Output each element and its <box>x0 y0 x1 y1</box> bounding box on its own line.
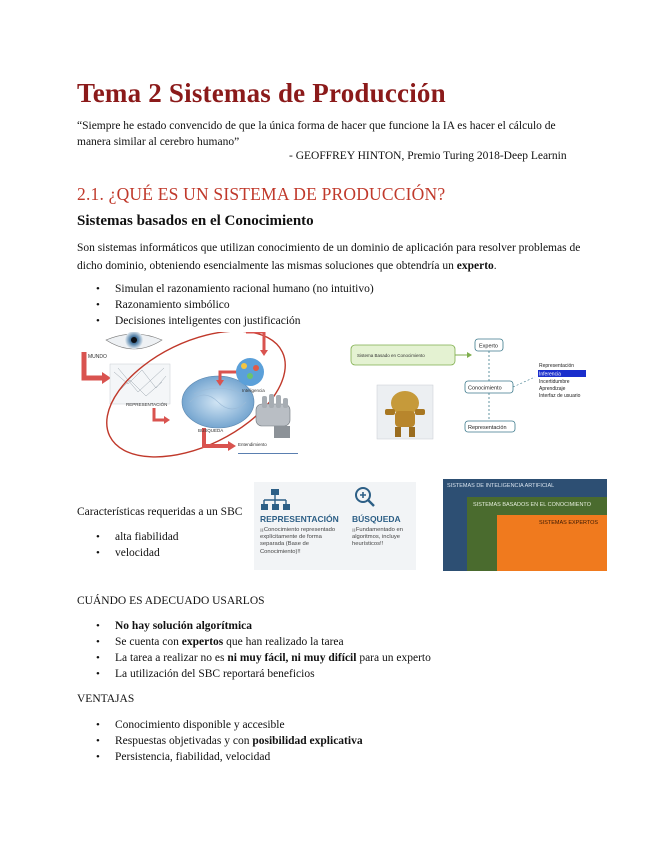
side-list-item: Inferencia <box>539 371 561 378</box>
knowledge-diagram-svg <box>78 332 325 460</box>
head-icon <box>236 358 264 386</box>
list-item: • Decisiones inteligentes con justificación <box>77 313 374 329</box>
list-item: • Respuestas objetivadas y con posibilidad explicativa <box>77 733 363 749</box>
card-text: ¡¡Fundamentado en algoritmos, incluye heurísticos!! <box>352 527 403 548</box>
when-list <box>77 618 431 682</box>
network-graphic <box>110 364 170 404</box>
figure-label: MUNDO <box>88 354 107 360</box>
cards-image <box>254 482 416 570</box>
hierarchy-icon <box>260 488 290 512</box>
intro-end: . <box>493 260 497 272</box>
sbc-bullet-list <box>77 281 374 329</box>
card-title: BÚSQUEDA <box>352 514 401 524</box>
list-item: • Simulan el razonamiento racional humano (no intuitivo) <box>77 281 374 297</box>
quote-author: - GEOFFREY HINTON, Premio Turing 2018-Deep Learnin <box>289 150 567 162</box>
search-icon <box>354 486 376 508</box>
section-heading: 2.1. ¿QUÉ ES UN SISTEMA DE PRODUCCIÓN? <box>77 184 446 204</box>
list-item: • velocidad <box>77 545 179 561</box>
advantages-list <box>77 717 363 765</box>
node-label: Representación <box>468 425 507 431</box>
sbc-diagram-image <box>349 335 589 441</box>
side-list-item: Representación <box>539 363 575 369</box>
outer-label: SISTEMAS DE INTELIGENCIA ARTIFICIAL <box>447 483 555 489</box>
features-list <box>77 529 179 561</box>
list-item: • Razonamiento simbólico <box>77 297 374 313</box>
middle-label: SISTEMAS BASADOS EN EL CONOCIMIENTO <box>473 502 591 508</box>
inner-label: SISTEMAS EXPERTOS <box>539 520 599 526</box>
sbc-middle-box <box>467 497 607 571</box>
side-list-item: Incertidumbre <box>539 379 570 385</box>
node-label: Conocimiento <box>468 385 502 392</box>
experts-inner-box <box>497 515 607 571</box>
figure-label: BÚSQUEDA <box>198 428 224 433</box>
quote: “Siempre he estado convencido de que la única forma de hacer que funcione la IA es hacer el cálculo de manera similar al cerebro humano” <box>77 120 556 148</box>
sbc-diagram-svg <box>349 335 589 441</box>
list-item: • No hay solución algorítmica <box>77 618 431 634</box>
list-item: • La utilización del SBC reportará beneficios <box>77 666 431 682</box>
robot-figure-icon <box>377 385 433 439</box>
knowledge-diagram-image <box>78 332 325 460</box>
intro-paragraph <box>77 239 582 275</box>
card-text: ¡¡Conocimiento representado explícitamente de forma separada (Base de Conocimiento)!! <box>260 527 336 555</box>
list-item: • Conocimiento disponible y accesible <box>77 717 363 733</box>
node-label: Experto <box>479 343 498 350</box>
robot-hand-icon <box>256 394 290 438</box>
subsection-heading: Sistemas basados en el Conocimiento <box>77 213 314 229</box>
list-item: • Se cuenta con expertos que han realizado la tarea <box>77 634 431 650</box>
list-item: • Persistencia, fiabilidad, velocidad <box>77 749 363 765</box>
when-heading: CUÁNDO ES ADECUADO USARLOS <box>77 595 265 607</box>
list-item: • alta fiabilidad <box>77 529 179 545</box>
figure-label: Entendimiento <box>238 442 267 447</box>
ai-outer-box <box>443 479 607 571</box>
page-title: Tema 2 Sistemas de Producción <box>77 78 446 108</box>
intro-text: Son sistemas informáticos que utilizan conocimiento de un dominio de aplicación para resolver problemas de dicho dominio, obteniendo esencialmente las mismas soluciones que obtendría un <box>77 242 581 272</box>
figure-label: REPRESENTACIÓN <box>126 402 168 407</box>
advantages-heading: VENTAJAS <box>77 693 135 705</box>
figure-label: Inteligencia <box>242 388 265 393</box>
side-list-item: Interfaz de usuario <box>539 393 581 399</box>
green-box-label: Sistema Basado en Conocimiento <box>357 353 425 358</box>
side-list-item: Aprendizaje <box>539 386 566 392</box>
list-item: • La tarea a realizar no es ni muy fácil, ni muy difícil para un experto <box>77 650 431 666</box>
card-title: REPRESENTACIÓN <box>260 514 339 524</box>
features-label: Características requeridas a un SBC <box>77 506 243 518</box>
intro-bold: experto <box>456 260 494 272</box>
